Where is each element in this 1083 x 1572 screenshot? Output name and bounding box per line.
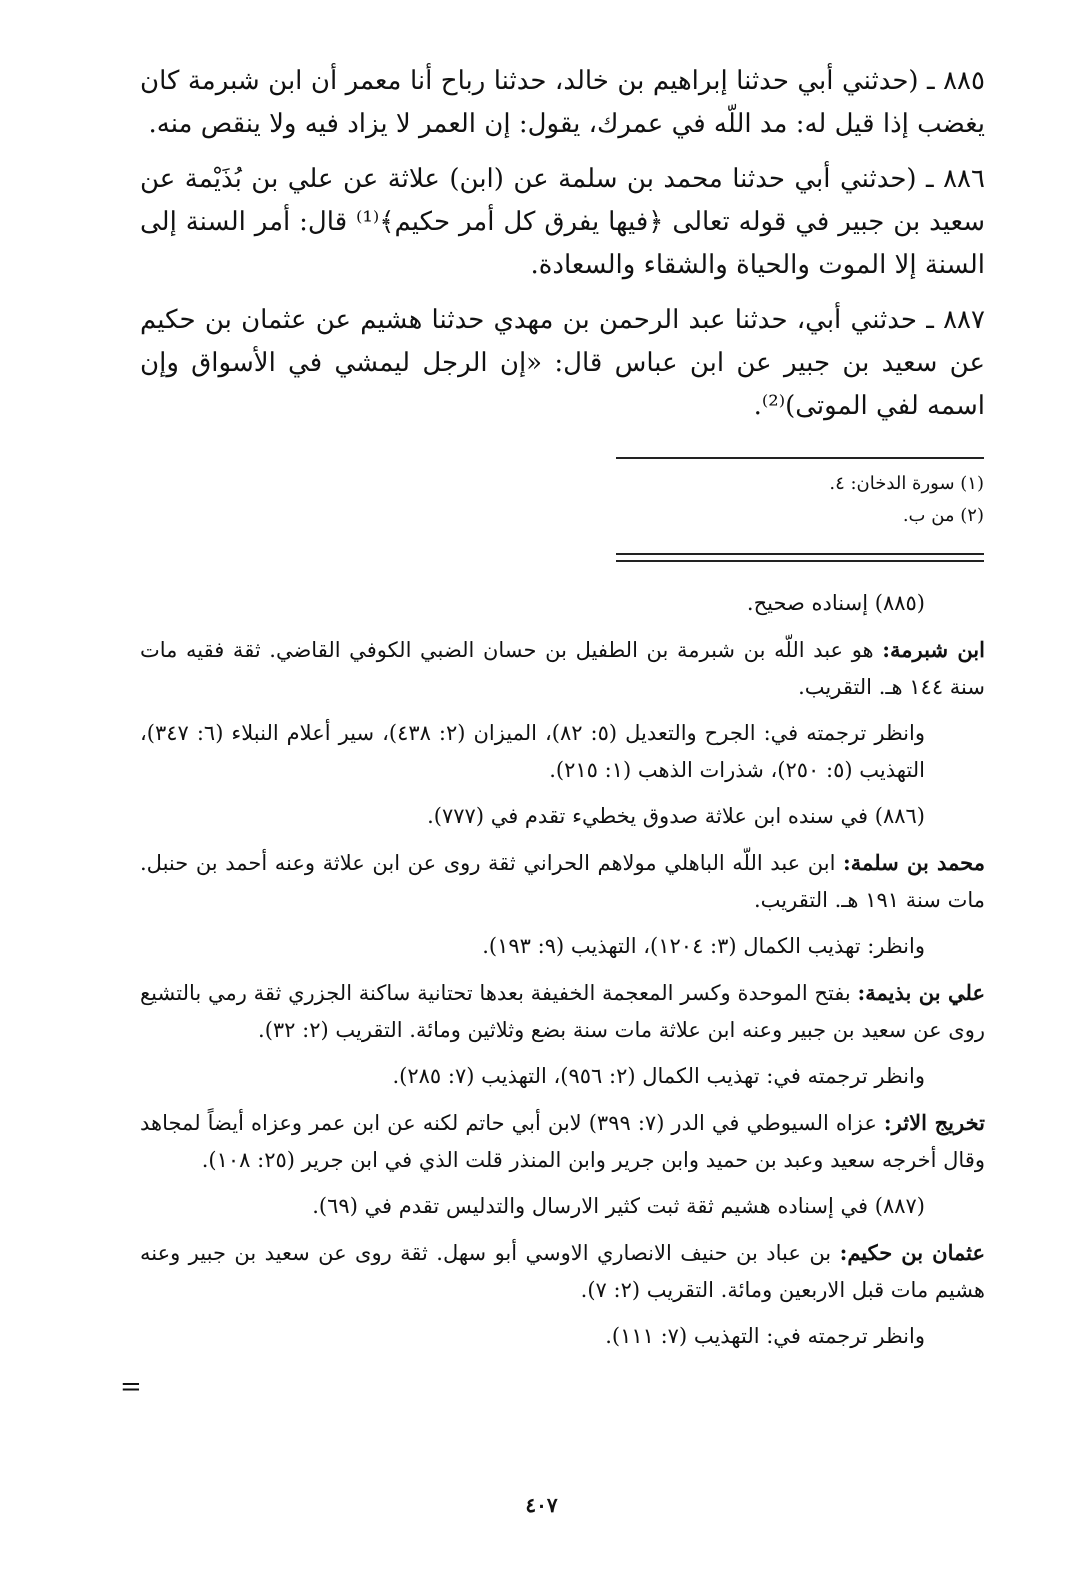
narrator-name: علي بن بذيمة: bbox=[857, 980, 985, 1005]
commentary-paragraph bbox=[140, 631, 985, 706]
commentary-paragraph bbox=[140, 974, 985, 1049]
commentary-paragraph bbox=[140, 844, 985, 919]
commentary-text: (٨٨٦) في سنده ابن علاثة صدوق يخطيء تقدم في (٧٧٧). bbox=[427, 804, 925, 828]
narrator-name: محمد بن سلمة: bbox=[843, 850, 985, 875]
narrator-name: عثمان بن حكيم: bbox=[839, 1240, 985, 1265]
hadith-885: ٨٨٥ ـ (حدثني أبي حدثنا إبراهيم بن خالد، حدثنا رباح أنا معمر أن ابن شبرمة كان يغضب إذا قيل له: مد اللّه في عمرك، يقول: إن العمر لا يزاد فيه ولا ينقص منه. bbox=[140, 66, 985, 139]
commentary-text: (٨٨٥) إسناده صحيح. bbox=[746, 591, 925, 615]
narrator-name: تخريج الاثر: bbox=[883, 1110, 985, 1135]
main-text bbox=[140, 60, 985, 440]
commentary-text: وانظر ترجمته في: الجرح والتعديل (٥: ٨٢)، الميزان (٢: ٤٣٨)، سير أعلام النبلاء (٦: ٣٤٧)، التهذيب (٥: ٢٥٠)، شذرات الذهب (١: ٢١٥). bbox=[140, 721, 925, 782]
commentary-text: ابن عبد اللّه الباهلي مولاهم الحراني ثقة روى عن ابن علاثة وعنه أحمد بن حنبل. مات سنة ١٩١ هـ. التقريب. bbox=[140, 851, 985, 912]
commentary-paragraph bbox=[140, 715, 985, 789]
commentary-paragraph bbox=[140, 1234, 985, 1309]
commentary-paragraph bbox=[140, 1058, 985, 1095]
double-rule-top bbox=[616, 553, 984, 555]
commentary-paragraph bbox=[140, 798, 985, 835]
double-rule-bottom bbox=[616, 560, 984, 562]
commentary-paragraph bbox=[140, 1188, 985, 1225]
commentary-text: (٨٨٧) في إسناده هشيم ثقة ثبت كثير الارسال والتدليس تقدم في (٦٩). bbox=[312, 1194, 925, 1218]
commentary-paragraph bbox=[140, 1318, 985, 1355]
commentary-paragraph bbox=[140, 585, 985, 622]
page-number: ٤٠٧ bbox=[525, 1493, 558, 1517]
continuation-mark: = bbox=[120, 1372, 142, 1402]
hadith-886: ٨٨٦ ـ (حدثني أبي حدثنا محمد بن سلمة عن (ابن) علاثة عن علي بن بُذَيْمة عن سعيد بن جبير في قوله تعالى ﴿فيها يفرق كل أمر حكيم﴾⁽¹⁾ قال: أمر السنة إلى السنة إلا الموت والحياة والشقاء والسعادة. bbox=[140, 164, 985, 280]
commentary-text: عزاه السيوطي في الدر (٧: ٣٩٩) لابن أبي حاتم لكنه عن ابن عمر وعزاه أيضاً لمجاهد وقال أخرجه سعيد وعبد بن حميد وابن جرير وابن المنذر قلت الذي في ابن جرير (٢٥: ١٠٨). bbox=[140, 1111, 985, 1172]
commentary-paragraph bbox=[140, 928, 985, 965]
commentary-text: بفتح الموحدة وكسر المعجمة الخفيفة بعدها تحتانية ساكنة الجزري ثقة رمي بالتشيع روى عن سعيد بن جبير وعنه ابن علاثة مات سنة بضع وثلاثين ومائة. التقريب (٢: ٣٢). bbox=[140, 981, 985, 1042]
footnote-1: (١) سورة الدخان: ٤. bbox=[829, 473, 984, 494]
hadith-887: ٨٨٧ ـ حدثني أبي، حدثنا عبد الرحمن بن مهدي حدثنا هشيم عن عثمان بن حكيم عن سعيد بن جبير عن ابن عباس قال: «إن الرجل ليمشي في الأسواق وإن اسمه لفي الموتى)⁽²⁾. bbox=[140, 305, 985, 421]
commentary-text: بن عباد بن حنيف الانصاري الاوسي أبو سهل. ثقة روى عن سعيد بن جبير وعنه هشيم مات قبل الاربعين ومائة. التقريب (٢: ٧). bbox=[140, 1241, 985, 1302]
commentary-text: هو عبد اللّه بن شبرمة بن الطفيل بن حسان الضبي الكوفي القاضي. ثقة فقيه مات سنة ١٤٤ هـ. التقريب. bbox=[140, 638, 985, 699]
footnotes bbox=[616, 468, 984, 532]
commentary-text: وانظر: تهذيب الكمال (٣: ١٢٠٤)، التهذيب (٩: ١٩٣). bbox=[482, 934, 925, 958]
commentary-text: وانظر ترجمته في: تهذيب الكمال (٢: ٩٥٦)، التهذيب (٧: ٢٨٥). bbox=[392, 1064, 925, 1088]
commentary-paragraph bbox=[140, 1104, 985, 1179]
footnote-2: (٢) من ب. bbox=[902, 505, 984, 526]
commentary bbox=[140, 585, 985, 1364]
commentary-text: وانظر ترجمته في: التهذيب (٧: ١١١). bbox=[605, 1324, 925, 1348]
footnote-rule bbox=[616, 457, 984, 459]
narrator-name: ابن شبرمة: bbox=[882, 637, 985, 662]
